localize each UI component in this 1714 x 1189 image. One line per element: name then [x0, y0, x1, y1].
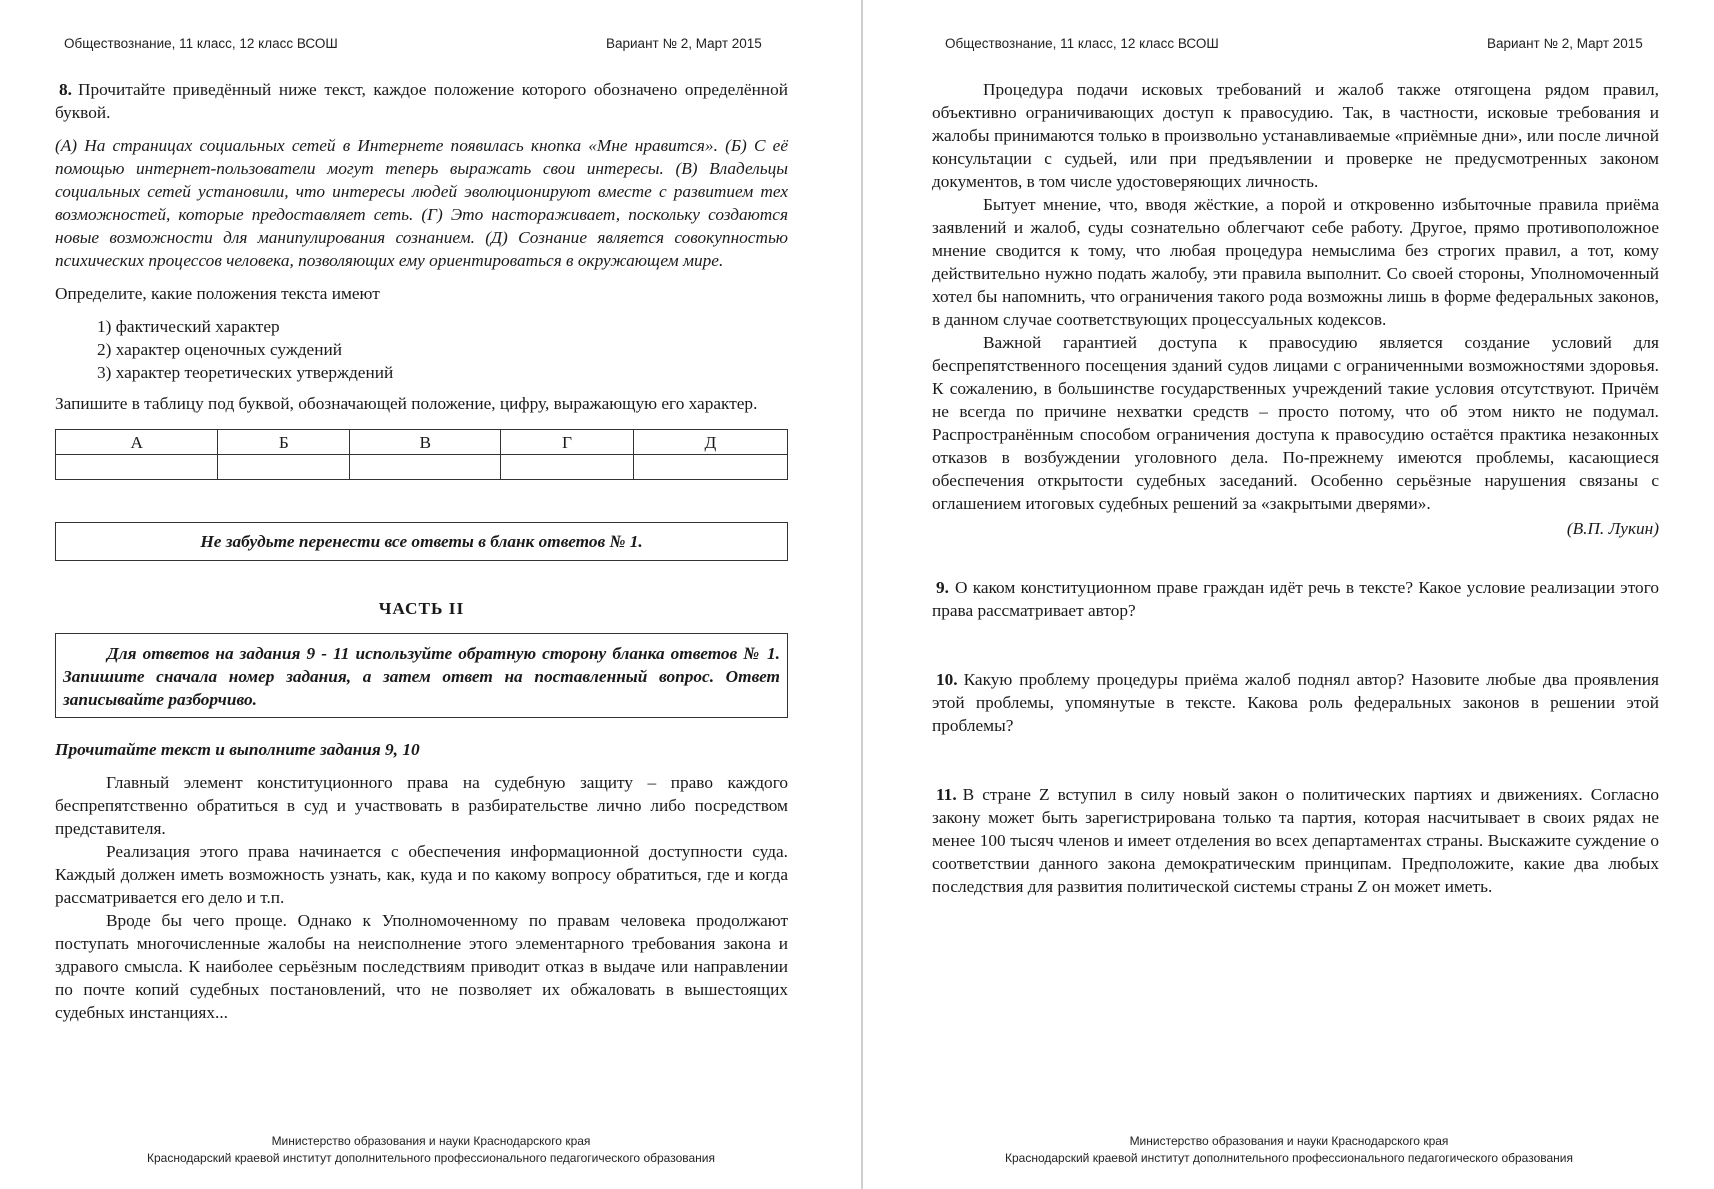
- task8-question: Определите, какие положения текста имеют: [55, 284, 380, 303]
- answer-cell-b[interactable]: [218, 455, 350, 480]
- task8-options: [97, 315, 788, 384]
- task8-intro: 8. Прочитайте приведённый ниже текст, каждое положение которого обозначено определённой буквой.: [55, 80, 788, 122]
- header-subject: Обществознание, 11 класс, 12 класс ВСОШ: [64, 36, 338, 51]
- task8-option-2: 2) характер оценочных суждений: [97, 340, 342, 359]
- header-variant: Вариант № 2, Март 2015: [1487, 36, 1643, 51]
- answer-col-g: Г: [501, 430, 634, 455]
- read-title: Прочитайте текст и выполните задания 9, 10: [55, 740, 420, 759]
- task11-text: В стране Z вступил в силу новый закон о политических партиях и движениях. Согласно закону может быть зарегистрирована только та партия, которая насчитывает в своих рядах не менее 100 тысяч членов и имеет отделения во всех департаментах страны. Выскажите суждение о соответствии данного закона демократическим принципам. Предположите, какие два любых последствия для развития политической системы страны Z он может иметь.: [932, 785, 1659, 896]
- answer-table-input-row: [56, 455, 788, 480]
- answer-col-v: В: [350, 430, 501, 455]
- answer-col-a: А: [56, 430, 218, 455]
- source-author: (В.П. Лукин): [1566, 519, 1659, 538]
- footer-line-1: Министерство образования и науки Краснодарского края: [1129, 1134, 1449, 1148]
- task8-option-3: 3) характер теоретических утверждений: [97, 363, 394, 382]
- source-paragraph-3: Вроде бы чего проще. Однако к Уполномоченному по правам человека продолжают поступать многочисленные жалобы на неисполнение этого элементарного требования закона и здравого смысла. К наиболее серьёзным последствиям приводит отказ в выдаче или направлении по почте копий судебных постановлений, что не позволяет их обжаловать в вышестоящих судебных инстанциях...: [55, 911, 788, 1022]
- task9-number: 9.: [936, 578, 949, 597]
- page-gutter: [861, 0, 863, 1189]
- task8-text: (А) На страницах социальных сетей в Интернете появилась кнопка «Мне нравится». (Б) С её помощью интернет-пользователи могут теперь выражать свои интересы. (В) Владельцы социальных сетей установили, что интересы людей эволюционируют вместе с развитием тех возможностей, которые предоставляет сеть. (Г) Это настораживает, поскольку создаются новые возможности для манипулирования сознанием. (Д) Сознание является совокупностью психических процессов человека, позволяющих ему ориентироваться в окружающем мире.: [55, 136, 788, 270]
- footer-line-2: Краснодарский краевой институт дополнительного профессионального педагогического образования: [146, 1151, 715, 1165]
- source-paragraph-6: Важной гарантией доступа к правосудию является создание условий для беспрепятственного посещения зданий судов лицами с ограниченными возможностями здоровья. К сожалению, в большинстве государственных учреждений такие условия отсутствуют. Причём не всегда по причине нехватки средств – просто потому, что об этом никто не подумал. Распространённым способом ограничения доступа к правосудию остаётся практика незаконных отказов в возбуждении уголовного дела. По-прежнему имеются проблемы, касающиеся обеспечения открытости судебных заседаний. Особенно серьёзные нарушения связаны с оглашением итоговых судебных решений за «закрытыми дверями».: [932, 333, 1659, 513]
- header-variant: Вариант № 2, Март 2015: [606, 36, 762, 51]
- header-subject: Обществознание, 11 класс, 12 класс ВСОШ: [945, 36, 1219, 51]
- reminder-box: Не забудьте перенести все ответы в бланк ответов № 1.: [55, 522, 788, 561]
- source-paragraph-1: Главный элемент конституционного права на судебную защиту – право каждого беспрепятственно обратиться в суд и участвовать в разбирательстве лично либо посредством представителя.: [55, 773, 788, 838]
- answer-table: [55, 429, 788, 480]
- source-paragraph-2: Реализация этого права начинается с обеспечения информационной доступности суда. Каждый должен иметь возможность узнать, как, куда и по какому вопросу обратиться, где и когда рассматривается его дело и т.п.: [55, 842, 788, 907]
- part2-title: ЧАСТЬ II: [378, 599, 465, 618]
- task9-text: О каком конституционном праве граждан идёт речь в тексте? Какое условие реализации этого права рассматривает автор?: [932, 578, 1659, 620]
- answer-cell-v[interactable]: [350, 455, 501, 480]
- task8-option-1: 1) фактический характер: [97, 317, 280, 336]
- answer-table-header-row: [56, 430, 788, 455]
- task11: [932, 783, 1659, 898]
- task9: [932, 576, 1659, 622]
- task10: [932, 668, 1659, 737]
- right-content: [932, 78, 1659, 898]
- part2-instruction-box: Для ответов на задания 9 - 11 используйте обратную сторону бланка ответов № 1. Запишите сначала номер задания, а затем ответ на поставленный вопрос. Ответ записывайте разборчиво.: [55, 633, 788, 718]
- task11-number: 11.: [936, 785, 957, 804]
- answer-cell-d[interactable]: [633, 455, 787, 480]
- answer-cell-g[interactable]: [501, 455, 634, 480]
- answer-col-d: Д: [633, 430, 787, 455]
- footer-line-2: Краснодарский краевой институт дополнительного профессионального педагогического образования: [1004, 1151, 1573, 1165]
- answer-cell-a[interactable]: [56, 455, 218, 480]
- footer-line-1: Министерство образования и науки Краснодарского края: [271, 1134, 591, 1148]
- source-paragraph-5: Бытует мнение, что, вводя жёсткие, а порой и откровенно избыточные правила приёма заявлений и жалоб, суды сознательно облегчают себе работу. Другое, прямо противоположное мнение сводится к тому, что любая процедура немыслима без строгих правил, а тот, кому действительно нужно подать жалобу, эти правила выполнит. Со своей стороны, Уполномоченный хотел бы напомнить, что ограничения такого рода возможны лишь в форме федеральных законов, в данном случае соответствующих процессуальных кодексов.: [932, 195, 1659, 329]
- task10-number: 10.: [936, 670, 958, 689]
- source-paragraph-4: Процедура подачи исковых требований и жалоб также отягощена рядом правил, объективно ограничивающих доступ к правосудию. Так, в частности, исковые требования и жалобы принимаются только в произвольно устанавливаемые «приёмные дни», или после личной консультации с судьей, или при предъявлении и проверке не предусмотренных законом документов, в том числе удостоверяющих личность.: [932, 80, 1659, 191]
- left-content: [55, 78, 788, 1024]
- answer-col-b: Б: [218, 430, 350, 455]
- task10-text: Какую проблему процедуры приёма жалоб поднял автор? Назовите любые два проявления этой проблемы, упомянутые в тексте. Какова роль федеральных законов в решении этой проблемы?: [932, 670, 1659, 735]
- task8-instruction: Запишите в таблицу под буквой, обозначающей положение, цифру, выражающую его характер.: [55, 394, 758, 413]
- right-page: [864, 0, 1714, 1189]
- task8-number: 8.: [59, 80, 72, 99]
